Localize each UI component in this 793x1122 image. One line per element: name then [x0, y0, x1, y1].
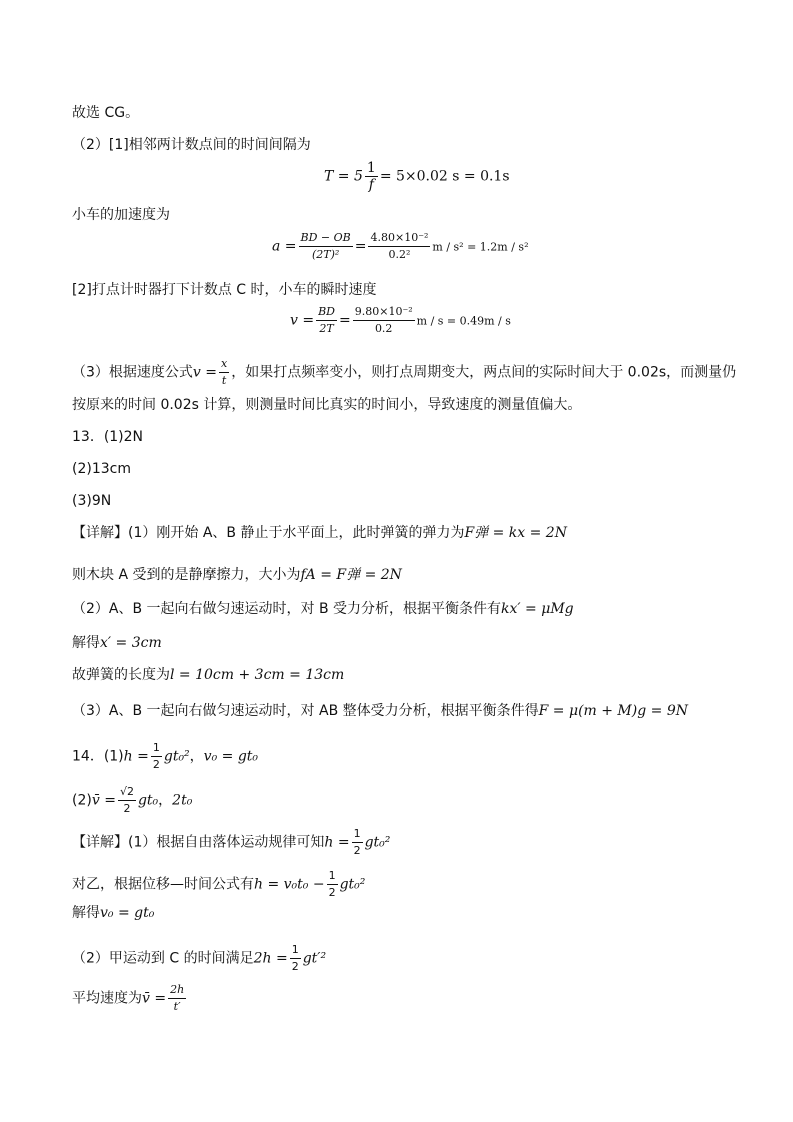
fraction: [353, 304, 415, 337]
text-line: （2）[1]相邻两计数点间的时间间隔为: [72, 137, 311, 153]
text-span: 14．(1): [72, 748, 124, 765]
fraction: [118, 784, 136, 817]
numerator: 4.80×10⁻²: [368, 230, 430, 247]
numerator: x: [219, 356, 229, 373]
text-line: [72, 634, 162, 652]
text-span: 故弹簧的长度为: [72, 667, 170, 683]
numerator: BD: [316, 304, 337, 321]
text-span: （2）A、B 一起向右做匀速运动时，对 B 受力分析，根据平衡条件有: [72, 601, 502, 617]
fraction: [290, 942, 301, 975]
fraction: [151, 740, 162, 773]
text-line: 小车的加速度为: [72, 207, 170, 223]
eq-text: =: [339, 312, 351, 329]
text-span: （3）A、B 一起向右做匀速运动时，对 AB 整体受力分析，根据平衡条件得: [72, 703, 539, 719]
eq-text: F = μ(m + M)g = 9N: [538, 703, 688, 719]
eq-text: v =: [192, 364, 218, 381]
text-line: [2]打点计时器打下计数点 C 时，小车的瞬时速度: [72, 282, 377, 298]
eq-text: gt₀²: [364, 834, 391, 851]
numerator: √2: [118, 784, 136, 801]
numerator: 1: [366, 160, 376, 176]
fraction: [299, 230, 353, 263]
answer-line: (2)13cm: [72, 461, 131, 477]
text-line: [72, 524, 567, 542]
numerator: 1: [327, 868, 338, 885]
eq-text: v₀ = gt₀: [203, 748, 259, 765]
text-line: [72, 982, 188, 1015]
answer-line: (3)9N: [72, 493, 112, 509]
eq-text: a =: [272, 238, 297, 255]
eq-text: gt₀²: [163, 748, 190, 765]
text-line: [72, 942, 326, 975]
eq-text: v₀ = gt₀: [100, 905, 155, 921]
eq-text: v̄ =: [142, 990, 167, 1007]
eq-text: =: [354, 238, 367, 255]
answer-line: [72, 740, 258, 773]
text-span: ，如果打点频率变小，则打点周期变大，两点间的实际时间大于 0.02s，而测量仍: [231, 364, 737, 381]
text-line: 故选 CG。: [72, 105, 140, 121]
eq-text: F弹 = kx = 2N: [464, 525, 567, 541]
fraction: [352, 826, 363, 859]
text-line: [72, 904, 154, 922]
eq-text: h =: [123, 748, 149, 765]
eq-text: m / s = 0.49m / s: [416, 314, 511, 328]
text-line: 按原来的时间 0.02s 计算，则测量时间比真实的时间小，导致速度的测量值偏大。: [72, 397, 582, 413]
denominator: 2T: [319, 322, 334, 335]
fraction: [316, 304, 337, 337]
fraction: [327, 868, 338, 901]
eq-text: T = 5: [324, 168, 363, 185]
text-line: [72, 600, 574, 618]
eq-text: x′ = 3cm: [100, 635, 162, 651]
denominator: t: [221, 374, 227, 387]
numerator: 1: [290, 942, 301, 959]
text-line: [72, 666, 344, 684]
denominator: 2: [123, 802, 131, 815]
text-span: 解得: [72, 635, 100, 651]
eq-text: = 5×0.02 s = 0.1s: [379, 168, 510, 185]
eq-text: v̄ =: [91, 792, 116, 809]
text-span: 解得: [72, 905, 100, 921]
text-span: （3）根据速度公式: [72, 364, 193, 381]
denominator: 2: [353, 844, 361, 857]
text-line: [72, 868, 365, 901]
equation-period: [324, 160, 510, 193]
text-line: [72, 566, 402, 584]
denominator: 2: [152, 758, 160, 771]
text-span: 【详解】(1）刚开始 A、B 静止于水平面上，此时弹簧的弹力为: [72, 525, 465, 541]
text-span: (2): [72, 792, 92, 809]
eq-text: l = 10cm + 3cm = 13cm: [170, 667, 345, 683]
eq-text: gt′²: [302, 950, 327, 967]
numerator: 1: [352, 826, 363, 843]
text-span: 对乙，根据位移—时间公式有: [72, 876, 254, 893]
eq-text: m / s² = 1.2m / s²: [432, 240, 529, 254]
eq-text: fA = F弹 = 2N: [300, 567, 402, 583]
eq-text: 2h =: [253, 950, 288, 967]
eq-text: v =: [290, 312, 315, 329]
text-line: [72, 826, 390, 859]
text-line: [72, 356, 736, 389]
fraction: [365, 160, 378, 193]
text-span: 【详解】(1）根据自由落体运动规律可知: [72, 834, 325, 851]
eq-text: kx′ = μMg: [501, 601, 574, 617]
text-line: [72, 702, 688, 720]
eq-text: gt₀: [137, 792, 159, 809]
fraction: [219, 356, 229, 389]
eq-text: gt₀²: [339, 876, 366, 893]
denominator: f: [368, 177, 374, 193]
numerator: BD − OB: [299, 230, 353, 247]
text-span: 则木块 A 受到的是静摩擦力，大小为: [72, 567, 301, 583]
denominator: 0.2: [374, 322, 393, 335]
denominator: 2: [328, 886, 336, 899]
separator: ，: [189, 748, 204, 765]
eq-text: h =: [324, 834, 350, 851]
numerator: 9.80×10⁻²: [353, 304, 415, 321]
numerator: 1: [151, 740, 162, 757]
answer-line: 13．(1)2N: [72, 429, 144, 445]
equation-acceleration: [272, 230, 528, 263]
denominator: 0.2²: [388, 248, 411, 261]
numerator: 2h: [168, 982, 186, 999]
fraction: [368, 230, 430, 263]
equation-velocity: [290, 304, 511, 337]
denominator: 2: [291, 960, 299, 973]
eq-text: h = v₀t₀ −: [254, 876, 325, 893]
eq-text: 2t₀: [172, 792, 193, 809]
fraction: [168, 982, 186, 1015]
answer-line: [72, 784, 192, 817]
denominator: t′: [173, 1000, 181, 1013]
text-span: 平均速度为: [72, 990, 142, 1007]
separator: ，: [158, 792, 173, 809]
denominator: (2T)²: [311, 248, 340, 261]
text-span: （2）甲运动到 C 的时间满足: [72, 950, 254, 967]
